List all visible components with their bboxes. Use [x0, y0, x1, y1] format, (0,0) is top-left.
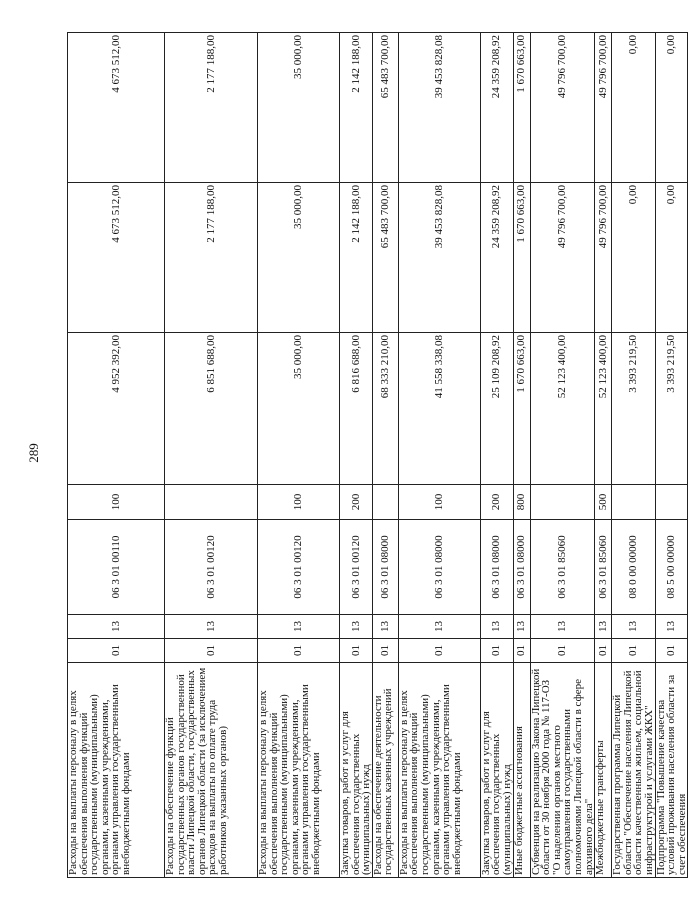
row-sum-1-cell: 52 123 400,00	[595, 333, 612, 485]
row-target-cell: 06 3 01 85060	[595, 520, 612, 615]
row-target-cell: 06 3 01 00120	[340, 520, 373, 615]
row-sum-3-cell: 2 142 188,00	[340, 33, 373, 183]
row-target-cell: 06 3 01 08000	[513, 520, 530, 615]
row-subsection-cell: 13	[612, 615, 655, 639]
row-sum-2-cell: 2 177 188,00	[165, 183, 258, 333]
rotated-page-content	[67, 33, 688, 878]
row-name-cell: Расходы на выплаты персоналу в целях обеспечения выполнения функций государственными (муниципальными) органами, казенными учреждениями, органами управления государственными внебюджетными фондами	[398, 663, 480, 878]
row-name-cell: Подпрограмма "Повышение качества условий проживания населения области за счет обеспечения	[655, 663, 688, 878]
row-sum-1-cell: 3 393 219,50	[612, 333, 655, 485]
row-sum-3-cell: 1 670 663,00	[513, 33, 530, 183]
table-row	[595, 33, 612, 878]
row-sum-1-cell: 52 123 400,00	[530, 333, 595, 485]
row-name-cell: Расходы на выплаты персоналу в целях обеспечения выполнения функций государственными (муниципальными) органами, казенными учреждениями, органами управления государственными внебюджетными фондами	[68, 663, 165, 878]
row-target-cell: 06 3 01 08000	[480, 520, 513, 615]
table-row	[372, 33, 398, 878]
table-row	[398, 33, 480, 878]
row-vr-cell: 200	[480, 485, 513, 520]
row-sum-2-cell: 0,00	[612, 183, 655, 333]
row-vr-cell	[165, 485, 258, 520]
row-name-cell: Закупка товаров, работ и услуг для обеспечения государственных (муниципальных) нужд	[340, 663, 373, 878]
row-subsection-cell: 13	[68, 615, 165, 639]
row-vr-cell: 100	[398, 485, 480, 520]
table-body	[68, 33, 688, 878]
row-subsection-cell: 13	[655, 615, 688, 639]
row-target-cell: 06 3 01 00120	[258, 520, 340, 615]
row-sum-3-cell: 35 000,00	[258, 33, 340, 183]
row-section-cell: 01	[340, 639, 373, 663]
row-subsection-cell: 13	[530, 615, 595, 639]
row-name-cell: Расходы на обеспечение деятельности государственных казенных учреждений	[372, 663, 398, 878]
row-sum-2-cell: 4 673 512,00	[68, 183, 165, 333]
row-subsection-cell: 13	[480, 615, 513, 639]
row-sum-3-cell: 39 453 828,08	[398, 33, 480, 183]
row-name-cell: Расходы на выплаты персоналу в целях обеспечения выполнения функций государственными (муниципальными) органами, казенными учреждениями, органами управления государственными внебюджетными фондами	[258, 663, 340, 878]
row-name-cell: Субвенция на реализацию Закона Липецкой области от 30 ноября 2000 года № 117-ОЗ "О наделении органов местного самоуправления государственными полномочиями Липецкой области в сфере архивного дела"	[530, 663, 595, 878]
table-row	[530, 33, 595, 878]
row-sum-2-cell: 24 359 208,92	[480, 183, 513, 333]
table-row	[612, 33, 655, 878]
page-number: 289	[26, 443, 41, 463]
row-sum-1-cell: 1 670 663,00	[513, 333, 530, 485]
row-sum-2-cell: 49 796 700,00	[595, 183, 612, 333]
row-sum-1-cell: 35 000,00	[258, 333, 340, 485]
row-sum-1-cell: 25 109 208,92	[480, 333, 513, 485]
row-section-cell: 01	[68, 639, 165, 663]
row-vr-cell: 200	[340, 485, 373, 520]
row-sum-1-cell: 3 393 219,50	[655, 333, 688, 485]
row-name-cell: Расходы на обеспечение функций государственных органов государственной власти Липецкой области, государственных органов Липецкой области (за исключением расходов на выплаты по оплате труда работников указанных органов)	[165, 663, 258, 878]
row-vr-cell	[530, 485, 595, 520]
row-sum-2-cell: 35 000,00	[258, 183, 340, 333]
row-name-cell: Государственная программа Липецкой области "Обеспечение населения Липецкой области качественным жильем, социальной инфраструктурой и услугами ЖКХ"	[612, 663, 655, 878]
row-sum-3-cell: 2 177 188,00	[165, 33, 258, 183]
row-target-cell: 06 3 01 08000	[372, 520, 398, 615]
row-target-cell: 06 3 01 85060	[530, 520, 595, 615]
row-section-cell: 01	[530, 639, 595, 663]
row-subsection-cell: 13	[372, 615, 398, 639]
row-sum-3-cell: 4 673 512,00	[68, 33, 165, 183]
row-subsection-cell: 13	[595, 615, 612, 639]
row-section-cell: 01	[398, 639, 480, 663]
row-target-cell: 08 5 00 00000	[655, 520, 688, 615]
row-sum-2-cell: 2 142 188,00	[340, 183, 373, 333]
row-sum-2-cell: 1 670 663,00	[513, 183, 530, 333]
row-sum-1-cell: 6 816 688,00	[340, 333, 373, 485]
row-subsection-cell: 13	[398, 615, 480, 639]
row-sum-1-cell: 41 558 338,08	[398, 333, 480, 485]
row-section-cell: 01	[655, 639, 688, 663]
row-subsection-cell: 13	[513, 615, 530, 639]
table-row	[480, 33, 513, 878]
row-sum-2-cell: 0,00	[655, 183, 688, 333]
row-vr-cell	[372, 485, 398, 520]
row-vr-cell	[655, 485, 688, 520]
row-sum-3-cell: 49 796 700,00	[595, 33, 612, 183]
table-row	[340, 33, 373, 878]
row-sum-3-cell: 49 796 700,00	[530, 33, 595, 183]
table-row	[165, 33, 258, 878]
row-section-cell: 01	[165, 639, 258, 663]
table-row	[68, 33, 165, 878]
row-section-cell: 01	[258, 639, 340, 663]
budget-table	[67, 32, 688, 878]
table-row	[513, 33, 530, 878]
row-sum-3-cell: 24 359 208,92	[480, 33, 513, 183]
table-row	[258, 33, 340, 878]
row-target-cell: 06 3 01 00110	[68, 520, 165, 615]
row-subsection-cell: 13	[340, 615, 373, 639]
table-row	[655, 33, 688, 878]
row-sum-1-cell: 4 952 392,00	[68, 333, 165, 485]
row-vr-cell: 100	[68, 485, 165, 520]
row-sum-3-cell: 0,00	[655, 33, 688, 183]
row-sum-3-cell: 0,00	[612, 33, 655, 183]
row-target-cell: 06 3 01 08000	[398, 520, 480, 615]
row-name-cell: Межбюджетные трансферты	[595, 663, 612, 878]
row-name-cell: Закупка товаров, работ и услуг для обеспечения государственных (муниципальных) нужд	[480, 663, 513, 878]
row-target-cell: 06 3 01 00120	[165, 520, 258, 615]
row-vr-cell	[612, 485, 655, 520]
row-section-cell: 01	[372, 639, 398, 663]
row-subsection-cell: 13	[165, 615, 258, 639]
row-section-cell: 01	[612, 639, 655, 663]
row-section-cell: 01	[513, 639, 530, 663]
row-sum-1-cell: 68 333 210,00	[372, 333, 398, 485]
row-target-cell: 08 0 00 00000	[612, 520, 655, 615]
row-sum-3-cell: 65 483 700,00	[372, 33, 398, 183]
row-section-cell: 01	[595, 639, 612, 663]
row-sum-1-cell: 6 851 688,00	[165, 333, 258, 485]
row-vr-cell: 500	[595, 485, 612, 520]
row-name-cell: Иные бюджетные ассигнования	[513, 663, 530, 878]
row-vr-cell: 100	[258, 485, 340, 520]
row-section-cell: 01	[480, 639, 513, 663]
row-sum-2-cell: 65 483 700,00	[372, 183, 398, 333]
row-sum-2-cell: 49 796 700,00	[530, 183, 595, 333]
row-vr-cell: 800	[513, 485, 530, 520]
row-subsection-cell: 13	[258, 615, 340, 639]
row-sum-2-cell: 39 453 828,08	[398, 183, 480, 333]
